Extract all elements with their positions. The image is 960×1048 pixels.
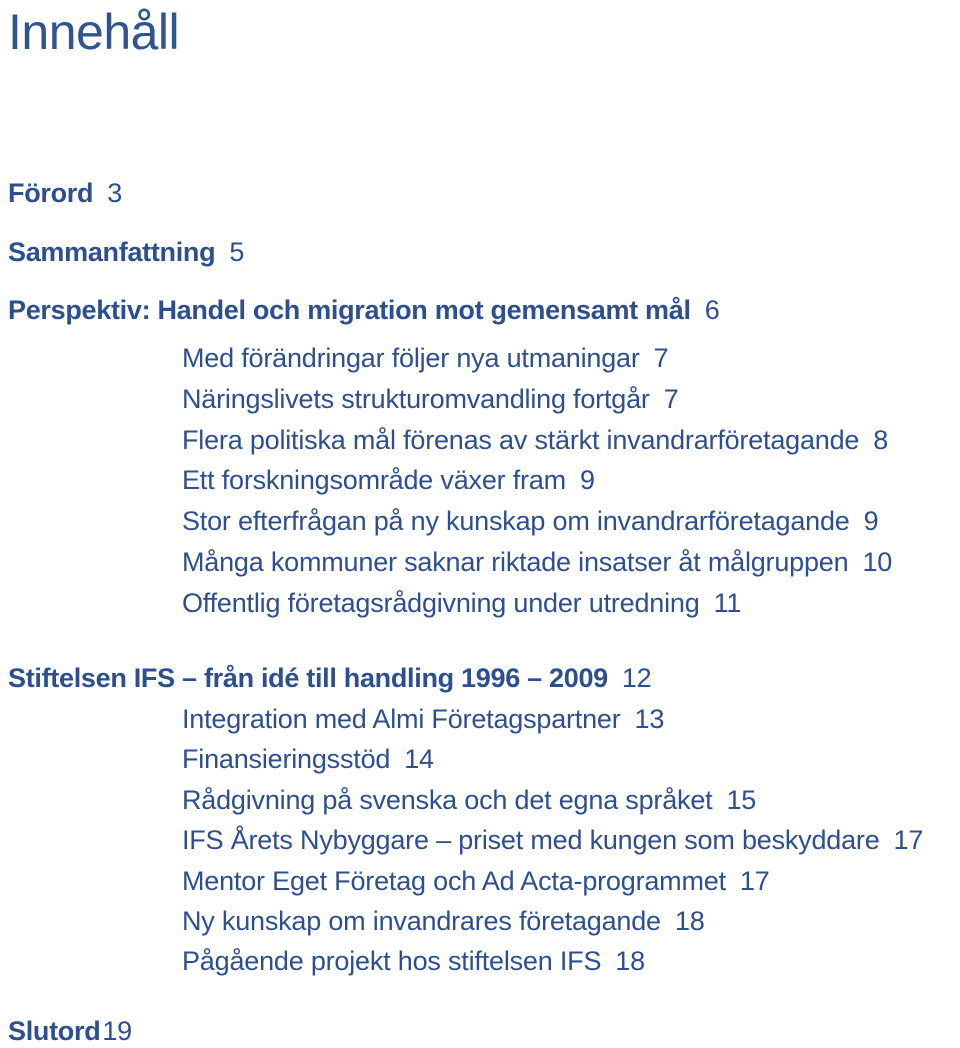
toc-subentry-title: Integration med Almi Företagspartner (182, 704, 621, 734)
toc-subentry-title: Med förändringar följer nya utmaningar (182, 343, 640, 373)
toc-entry-title: Förord (8, 178, 94, 208)
toc-subentry-page: 18 (615, 946, 645, 977)
toc-subentry-title: Ett forskningsområde växer fram (182, 465, 566, 496)
toc-subentry-page: 7 (663, 383, 679, 414)
toc-subentry[interactable] (182, 420, 892, 461)
toc-entry-sammanfattning[interactable] (8, 235, 244, 269)
toc-entry-slutord[interactable] (8, 1014, 132, 1048)
toc-entry-page: 12 (621, 663, 652, 693)
toc-subentry-title: Många kommuner saknar riktade insatser åt målgruppen (182, 546, 849, 577)
toc-subentry-page: 8 (873, 424, 889, 455)
toc-entry-page: 6 (704, 295, 720, 325)
toc-subentry-page: 17 (739, 865, 770, 896)
toc-sublist-stiftelsen-ifs (182, 699, 923, 982)
toc-subentry-page: 9 (579, 465, 595, 496)
toc-subentry[interactable] (182, 501, 892, 542)
toc-subentry[interactable] (182, 583, 892, 624)
toc-subentry[interactable] (182, 901, 923, 941)
toc-subentry-title: Pågående projekt hos stiftelsen IFS (182, 946, 602, 977)
toc-subentry-title: Stor efterfrågan på ny kunskap om invandrarföretagande (182, 506, 850, 537)
toc-subentry[interactable] (182, 739, 923, 779)
toc-subentry-page: 10 (862, 546, 893, 577)
toc-subentry-title: Rådgivning på svenska och det egna språket (182, 784, 713, 815)
toc-subentry-page: 13 (634, 704, 665, 734)
toc-subentry-page: 11 (713, 587, 742, 618)
page-title: Innehåll (8, 4, 180, 60)
toc-subentry-title: Offentlig företagsrådgivning under utredning (182, 587, 700, 618)
toc-subentry-title: Flera politiska mål förenas av stärkt invandrarföretagande (182, 424, 860, 455)
toc-subentry[interactable] (182, 941, 923, 981)
toc-subentry[interactable] (182, 460, 892, 501)
toc-entry-page: 3 (107, 178, 122, 208)
toc-subentry[interactable] (182, 542, 892, 583)
toc-subentry-page: 9 (863, 506, 879, 537)
toc-subentry-page: 15 (726, 784, 757, 815)
toc-entry-stiftelsen-ifs[interactable] (8, 661, 651, 695)
toc-subentry-page: 17 (893, 825, 924, 856)
toc-subentry-page: 7 (653, 343, 669, 373)
toc-subentry-title: Mentor Eget Företag och Ad Acta-programmet (182, 865, 726, 896)
toc-subentry-title: Näringslivets strukturomvandling fortgår (182, 383, 650, 414)
toc-entry-title: Slutord (8, 1016, 101, 1046)
toc-subentry-page: 18 (674, 906, 705, 937)
toc-subentry-title: Ny kunskap om invandrares företagande (182, 906, 661, 937)
toc-subentry[interactable] (182, 861, 923, 901)
toc-subentry[interactable] (182, 379, 892, 420)
toc-sublist-perspektiv (182, 338, 892, 624)
toc-entry-title: Perspektiv: Handel och migration mot gemensamt mål (8, 295, 691, 325)
toc-subentry[interactable] (182, 338, 892, 379)
toc-entry-perspektiv[interactable] (8, 293, 719, 327)
toc-entry-forord[interactable] (8, 176, 122, 210)
toc-subentry[interactable] (182, 699, 923, 739)
toc-entry-title: Sammanfattning (8, 237, 216, 267)
toc-entry-page: 5 (229, 237, 245, 267)
toc-subentry-page: 14 (404, 744, 434, 775)
toc-subentry[interactable] (182, 780, 923, 820)
toc-subentry-title: IFS Årets Nybyggare – priset med kungen som beskyddare (182, 825, 880, 856)
toc-subentry[interactable] (182, 820, 923, 860)
toc-subentry-title: Finansieringsstöd (182, 744, 391, 775)
toc-entry-title: Stiftelsen IFS – från idé till handling 1996 – 2009 (8, 663, 608, 693)
toc-entry-page: 19 (102, 1016, 132, 1046)
